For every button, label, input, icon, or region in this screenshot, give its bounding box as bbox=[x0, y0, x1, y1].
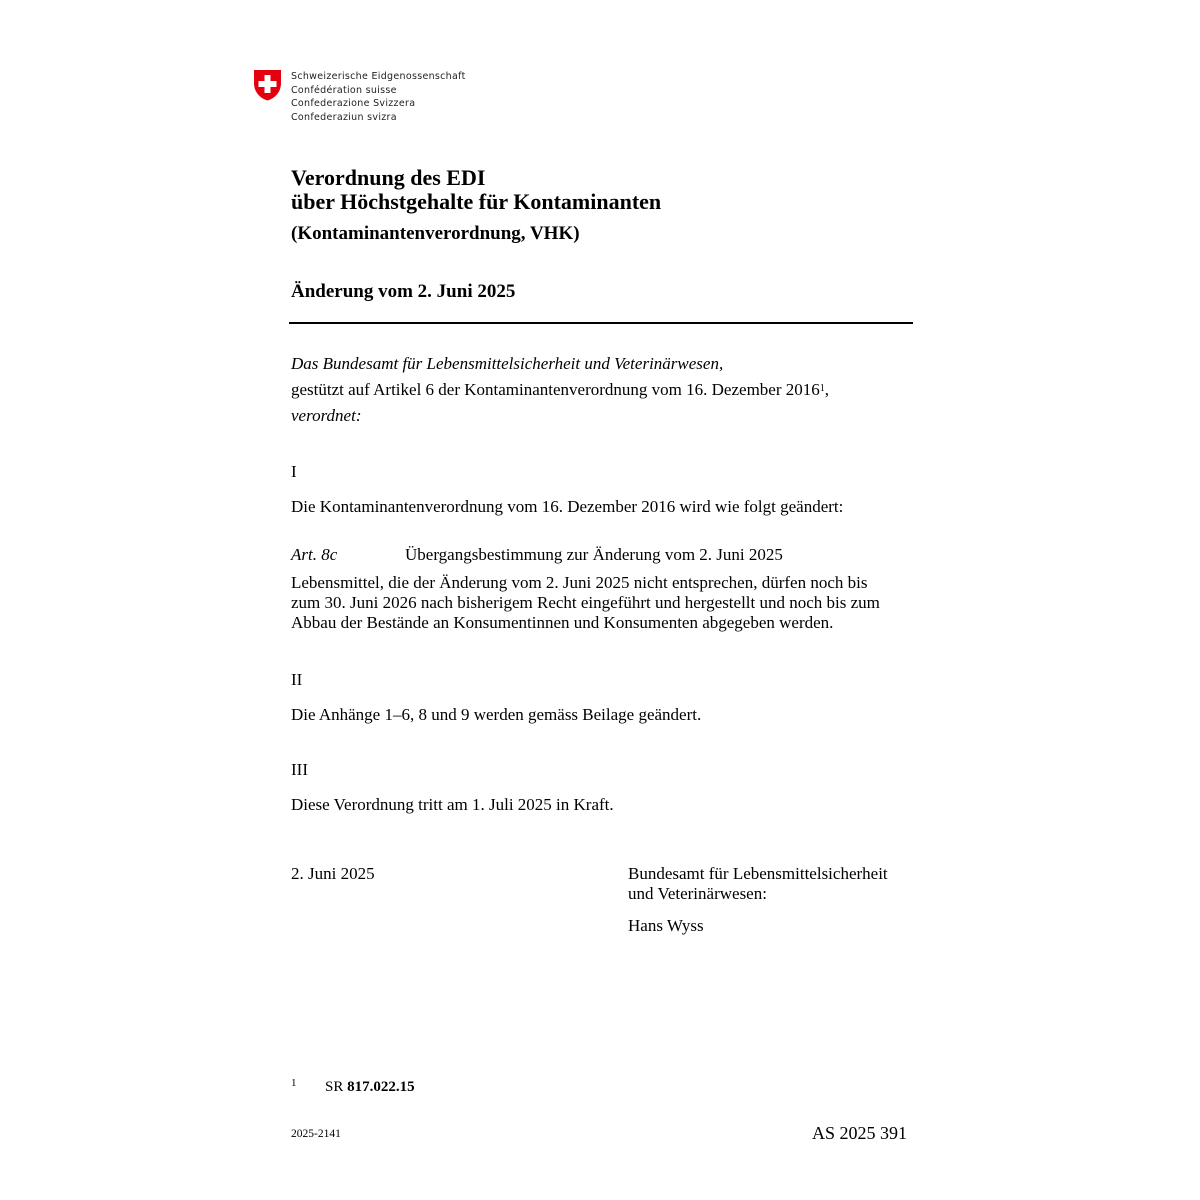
swiss-cross-shield-icon bbox=[253, 69, 282, 101]
short-title: (Kontaminantenverordnung, VHK) bbox=[291, 223, 580, 244]
signatory-name: Hans Wyss bbox=[628, 916, 704, 935]
document-number: 2025-2141 bbox=[291, 1128, 341, 1140]
confederation-name-de: Schweizerische Eidgenossenschaft bbox=[291, 71, 466, 82]
footnote-ref[interactable]: 1 bbox=[819, 383, 825, 394]
preamble-authority: Das Bundesamt für Lebensmittelsicherheit und Veterinärwesen, bbox=[291, 354, 724, 373]
confederation-name-fr: Confédération suisse bbox=[291, 84, 397, 96]
amendment-date: Änderung vom 2. Juni 2025 bbox=[291, 281, 516, 302]
footnote-reference: 817.022.15 bbox=[347, 1079, 415, 1095]
article-label: Art. 8c bbox=[291, 545, 338, 564]
footnote-number: 1 bbox=[291, 1077, 297, 1089]
ordinance-title bbox=[291, 166, 661, 214]
section-numeral-i: I bbox=[291, 462, 297, 481]
section-numeral-ii: II bbox=[291, 670, 303, 689]
preamble-basis-text: gestützt auf Artikel 6 der Kontaminantenverordnung vom 16. Dezember 2016 bbox=[291, 380, 820, 399]
confederation-name-rm: Confederaziun svizra bbox=[291, 112, 397, 124]
confederation-names bbox=[291, 70, 466, 125]
confederation-name-it: Confederazione Svizzera bbox=[291, 98, 416, 110]
title-divider bbox=[289, 322, 913, 324]
signature-date: 2. Juni 2025 bbox=[291, 864, 375, 883]
section-numeral-iii: III bbox=[291, 760, 308, 779]
article-text bbox=[291, 573, 911, 633]
title-line-2: über Höchstgehalte für Kontaminanten bbox=[291, 189, 662, 214]
article-text-line-2: zum 30. Juni 2026 nach bisherigem Recht eingeführt und hergestellt und noch bis zum bbox=[291, 593, 880, 612]
footnote-text bbox=[325, 1079, 415, 1096]
preamble-basis-end: , bbox=[824, 380, 829, 399]
preamble-basis bbox=[291, 380, 829, 400]
preamble-decree: verordnet: bbox=[291, 406, 362, 425]
footnote-prefix: SR bbox=[325, 1079, 344, 1095]
title-line-1: Verordnung des EDI bbox=[291, 165, 486, 190]
section-ii-text: Die Anhänge 1–6, 8 und 9 werden gemäss Beilage geändert. bbox=[291, 705, 702, 724]
section-i-intro: Die Kontaminantenverordnung vom 16. Dezember 2016 wird wie folgt geändert: bbox=[291, 497, 844, 516]
signature-office-line-2: und Veterinärwesen: bbox=[628, 884, 767, 903]
article-title: Übergangsbestimmung zur Änderung vom 2. Juni 2025 bbox=[405, 545, 783, 564]
official-compilation-reference: AS 2025 391 bbox=[812, 1123, 908, 1143]
article-text-line-3: Abbau der Bestände an Konsumentinnen und Konsumenten abgegeben werden. bbox=[291, 613, 834, 632]
article-text-line-1: Lebensmittel, die der Änderung vom 2. Juni 2025 nicht entsprechen, dürfen noch bis bbox=[291, 573, 868, 592]
signature-office-line-1: Bundesamt für Lebensmittelsicherheit bbox=[628, 864, 888, 883]
section-iii-text: Diese Verordnung tritt am 1. Juli 2025 in Kraft. bbox=[291, 795, 614, 814]
